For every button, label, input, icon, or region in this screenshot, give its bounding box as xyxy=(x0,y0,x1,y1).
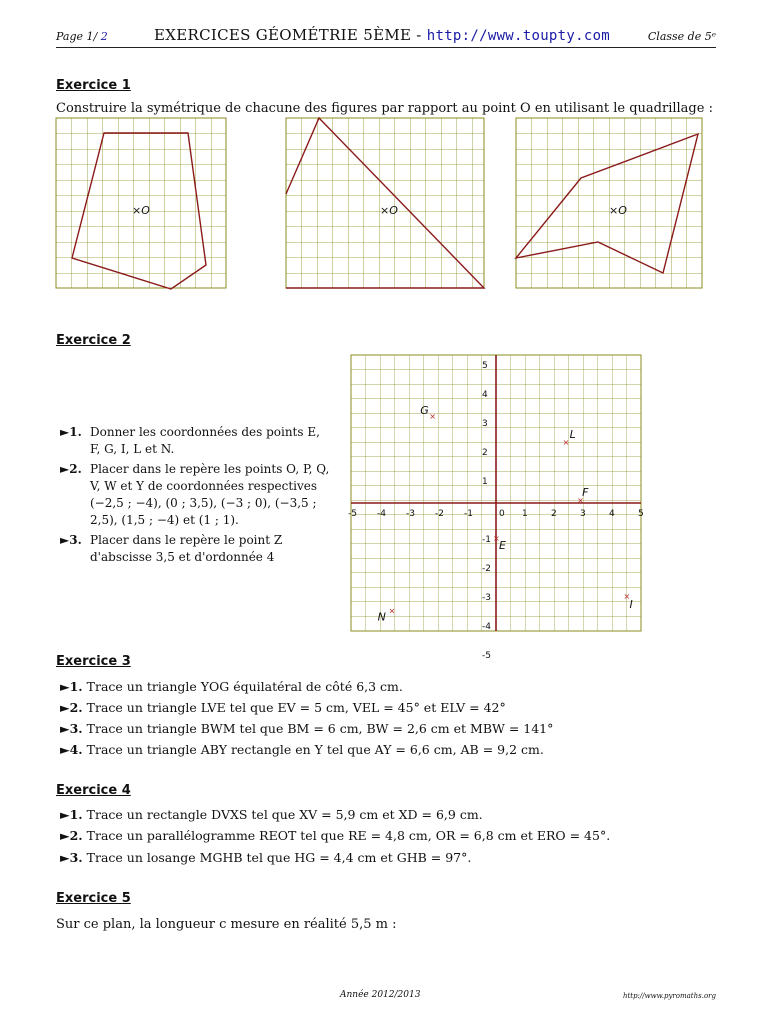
y-tick-label: -3 xyxy=(482,593,491,603)
ex2-q3-text: Placer dans le repère le point Z d'abscisse 3,5 et d'ordonnée 4 xyxy=(90,533,283,564)
page-total-link[interactable]: 2 xyxy=(100,30,108,43)
ex1-figures xyxy=(56,118,736,308)
ex3-item-2 xyxy=(60,699,506,717)
ex4-item-3 xyxy=(60,849,471,867)
ex5-title: Exercice 5 xyxy=(56,891,131,906)
grid-1 xyxy=(56,118,226,289)
y-tick-label: 5 xyxy=(482,361,488,371)
ex1-instruction: Construire la symétrique de chacune des figures par rapport au point O en utilisant le quadrillage : xyxy=(56,101,713,116)
point-label: I xyxy=(629,597,633,611)
point-marker: × xyxy=(623,591,631,601)
point-label: E xyxy=(499,538,506,552)
page-number xyxy=(56,30,108,43)
ex5-text: Sur ce plan, la longueur c mesure en réalité 5,5 m : xyxy=(56,917,397,932)
class-label: Classe de 5ᵉ xyxy=(647,30,716,43)
ex4-item-3-num: ►3. xyxy=(60,850,83,865)
grid-3 xyxy=(516,118,702,288)
ex3-item-3-num: ►3. xyxy=(60,721,83,736)
header-url-link[interactable]: http://www.toupty.com xyxy=(426,28,611,44)
ex1-title: Exercice 1 xyxy=(56,78,131,93)
point-label: L xyxy=(569,428,576,442)
ex2-question-3 xyxy=(60,532,330,566)
ex3-item-2-text: Trace un triangle LVE tel que EV = 5 cm, VEL = 45° et ELV = 42° xyxy=(86,700,506,715)
ex3-item-2-num: ►2. xyxy=(60,700,83,715)
x-tick-label: -1 xyxy=(464,509,473,519)
footer-site-link[interactable]: http://www.pyromaths.org xyxy=(622,992,716,1000)
x-tick-label: -5 xyxy=(348,509,357,519)
header-divider xyxy=(56,47,716,48)
point-marker: × xyxy=(562,438,570,448)
y-tick-label: 1 xyxy=(482,477,488,487)
ex4-item-1-text: Trace un rectangle DVXS tel que XV = 5,9 cm et XD = 6,9 cm. xyxy=(86,807,483,822)
point-marker: × xyxy=(429,412,436,421)
ex4-item-1-num: ►1. xyxy=(60,807,83,822)
ex2-question-2 xyxy=(60,461,330,529)
y-tick-label: 2 xyxy=(482,448,488,458)
ex4-item-1 xyxy=(60,806,483,824)
title-text: EXERCICES GÉOMÉTRIE 5ÈME - xyxy=(154,26,427,44)
point-marker: × xyxy=(493,533,500,543)
ex4-item-2-text: Trace un parallélogramme REOT tel que RE = 4,8 cm, OR = 6,8 cm et ERO = 45°. xyxy=(86,828,611,843)
y-tick-label: 3 xyxy=(482,419,488,429)
x-tick-label: -4 xyxy=(377,509,386,519)
y-tick-label: 4 xyxy=(482,390,488,400)
page-title xyxy=(154,26,610,44)
ex3-item-4-text: Trace un triangle ABY rectangle en Y tel que AY = 6,6 cm, AB = 9,2 cm. xyxy=(86,742,544,757)
y-tick-label: -2 xyxy=(482,564,491,574)
ex3-item-4-num: ►4. xyxy=(60,742,83,757)
point-label: N xyxy=(377,610,386,624)
point-marker: × xyxy=(577,496,584,506)
point-label: F xyxy=(582,486,589,500)
coordinate-plane xyxy=(340,340,660,661)
x-tick-label: 4 xyxy=(609,509,615,519)
y-tick-label: -5 xyxy=(482,651,491,661)
ex3-item-3-text: Trace un triangle BWM tel que BM = 6 cm, BW = 2,6 cm et MBW = 141° xyxy=(86,721,554,736)
page-prefix: Page 1/ xyxy=(56,30,98,43)
point-o-1: ×O xyxy=(132,204,150,217)
x-tick-label: 1 xyxy=(522,509,528,519)
ex3-item-4 xyxy=(60,741,544,759)
point-o-3: ×O xyxy=(609,204,627,217)
ex2-title: Exercice 2 xyxy=(56,333,131,348)
ex2-question-1 xyxy=(60,424,330,458)
x-tick-label: 3 xyxy=(580,509,586,519)
ex3-title: Exercice 3 xyxy=(56,654,131,669)
ex2-q1-text: Donner les coordonnées des points E, F, G, I, L et N. xyxy=(90,425,320,456)
ex2-q2-num: ►2. xyxy=(60,462,82,476)
ex4-item-3-text: Trace un losange MGHB tel que HG = 4,4 cm et GHB = 97°. xyxy=(86,850,472,865)
ex2-q3-num: ►3. xyxy=(60,533,82,547)
ex2-q2-text: Placer dans le repère les points O, P, Q, V, W et Y de coordonnées respectives (−2,5 ; −4), (0 ; 3,5), (−3 ; 0), (−3,5 ; 2,5), (1,5 ; −4) et (1 ; 1). xyxy=(90,462,330,527)
ex3-item-1 xyxy=(60,678,403,696)
y-tick-label: -1 xyxy=(482,535,491,545)
x-tick-label: -2 xyxy=(435,509,444,519)
footer-year: Année 2012/2013 xyxy=(340,990,421,1000)
point-o-2: ×O xyxy=(380,204,398,217)
ex4-item-2 xyxy=(60,827,610,845)
grid-2 xyxy=(286,118,484,288)
ex3-item-1-num: ►1. xyxy=(60,679,83,694)
x-tick-label: 2 xyxy=(551,509,557,519)
ex3-item-3 xyxy=(60,720,553,738)
ex4-title: Exercice 4 xyxy=(56,783,131,798)
ex2-q1-num: ►1. xyxy=(60,425,82,439)
x-tick-label: 0 xyxy=(499,509,505,519)
ex3-item-1-text: Trace un triangle YOG équilatéral de côté 6,3 cm. xyxy=(86,679,403,694)
point-marker: × xyxy=(388,606,396,616)
x-tick-label: -3 xyxy=(406,509,415,519)
x-tick-label: 5 xyxy=(638,509,644,519)
ex4-item-2-num: ►2. xyxy=(60,828,83,843)
point-label: G xyxy=(420,404,429,417)
y-tick-label: -4 xyxy=(482,622,491,632)
ex2-question-list xyxy=(60,424,330,569)
